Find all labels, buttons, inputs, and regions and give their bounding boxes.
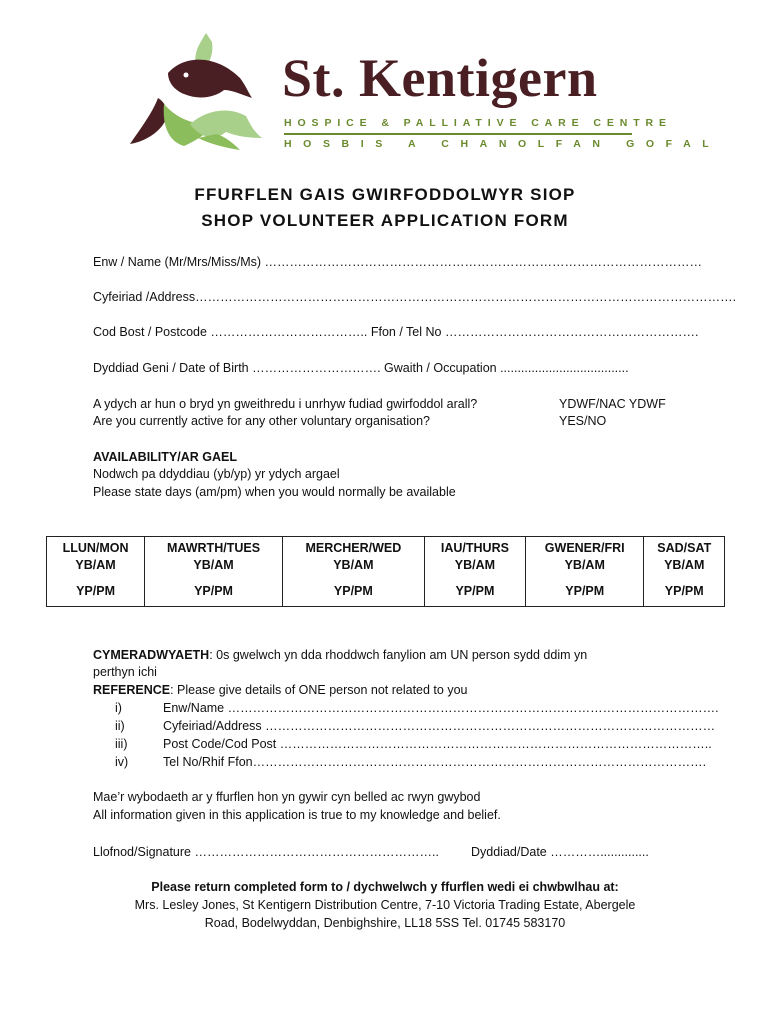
form-title-welsh: FFURFLEN GAIS GWIRFODDOLWYR SIOP [194, 185, 576, 204]
signature-field[interactable]: Llofnod/Signature ………………………………………………….. [93, 845, 439, 859]
declaration-english: All information given in this application is true to my knowledge and belief. [93, 808, 501, 822]
pm-cell-wed[interactable]: YP/PM [282, 576, 424, 607]
voluntary-question-welsh: A ydych ar hun o bryd yn gweithredu i unrhyw fudiad gwirfoddol arall? [93, 397, 478, 411]
pm-cell-fri[interactable]: YP/PM [526, 576, 644, 607]
reference-welsh-cont: perthyn ichi [93, 665, 157, 679]
pm-cell-tues[interactable]: YP/PM [145, 576, 283, 607]
pm-cell-sat[interactable]: YP/PM [644, 576, 725, 607]
brand-tagline-welsh: HOSBIS A CHANOLFAN GOFAL [284, 138, 721, 150]
voluntary-answer-welsh[interactable]: YDWF/NAC YDWF [559, 397, 666, 411]
return-address-line2: Road, Bodelwyddan, Denbighshire, LL18 5SS Tel. 01745 583170 [204, 916, 566, 930]
form-title-english: SHOP VOLUNTEER APPLICATION FORM [201, 211, 569, 230]
reference-welsh: CYMERADWYAETH: 0s gwelwch yn dda rhoddwch fanylion am UN person sydd ddim yn [93, 648, 588, 662]
reference-item-num: i) [115, 701, 122, 715]
day-column-fri[interactable]: GWENER/FRI YB/AM [526, 537, 644, 577]
brand-tagline-english: HOSPICE & PALLIATIVE CARE CENTRE [284, 117, 672, 129]
reference-name-field[interactable]: Enw/Name ………………………………………………………………………………………………………. [163, 701, 719, 715]
declaration-welsh: Mae’r wybodaeth ar y ffurflen hon yn gywir cyn belled ac rwyn gwybod [93, 790, 481, 804]
day-column-thurs[interactable]: IAU/THURS YB/AM [424, 537, 525, 577]
availability-instruction-english: Please state days (am/pm) when you would normally be available [93, 485, 456, 499]
reference-phone-field[interactable]: Tel No/Rhif Ffon………………………………………………………………………………………………. [163, 755, 707, 769]
name-field[interactable]: Enw / Name (Mr/Mrs/Miss/Ms) …………………………………………………………………………………………… [93, 255, 703, 269]
brand-divider [284, 133, 632, 135]
pm-cell-mon[interactable]: YP/PM [47, 576, 145, 607]
availability-table [46, 536, 725, 607]
voluntary-answer-english[interactable]: YES/NO [559, 414, 607, 428]
availability-heading: AVAILABILITY/AR GAEL [93, 450, 237, 464]
return-address-line1: Mrs. Lesley Jones, St Kentigern Distribution Centre, 7-10 Victoria Trading Estate, Abergele [134, 898, 636, 912]
postcode-phone-field[interactable]: Cod Bost / Postcode ……………………………….. Ffon / Tel No ……………………………………………………. [93, 325, 699, 339]
hospice-fish-logo-icon [128, 28, 263, 153]
return-instruction: Please return completed form to / dychwelwch y ffurflen wedi ei chwbwlhau at: [151, 880, 619, 894]
day-column-tues[interactable]: MAWRTH/TUES YB/AM [145, 537, 283, 577]
pm-cell-thurs[interactable]: YP/PM [424, 576, 525, 607]
reference-postcode-field[interactable]: Post Code/Cod Post ………………………………………………………………………………………….. [163, 737, 712, 751]
day-column-mon[interactable]: LLUN/MON YB/AM [47, 537, 145, 577]
dob-occupation-field[interactable]: Dyddiad Geni / Date of Birth …………………………. Gwaith / Occupation ..................................... [93, 361, 629, 375]
reference-address-field[interactable]: Cyfeiriad/Address ……………………………………………………………………………………………… [163, 719, 716, 733]
availability-instruction-welsh: Nodwch pa ddyddiau (yb/yp) yr ydych argael [93, 467, 340, 481]
address-field[interactable]: Cyfeiriad /Address…………………………………………………………………………………………………………………. [93, 290, 737, 304]
day-column-wed[interactable]: MERCHER/WED YB/AM [282, 537, 424, 577]
day-column-sat[interactable]: SAD/SAT YB/AM [644, 537, 725, 577]
voluntary-question-english: Are you currently active for any other voluntary organisation? [93, 414, 430, 428]
brand-name: St. Kentigern [282, 48, 598, 108]
reference-item-num: iii) [115, 737, 128, 751]
date-field[interactable]: Dyddiad/Date ………….............. [471, 845, 649, 859]
reference-item-num: iv) [115, 755, 129, 769]
reference-item-num: ii) [115, 719, 125, 733]
reference-english: REFERENCE: Please give details of ONE person not related to you [93, 683, 468, 697]
